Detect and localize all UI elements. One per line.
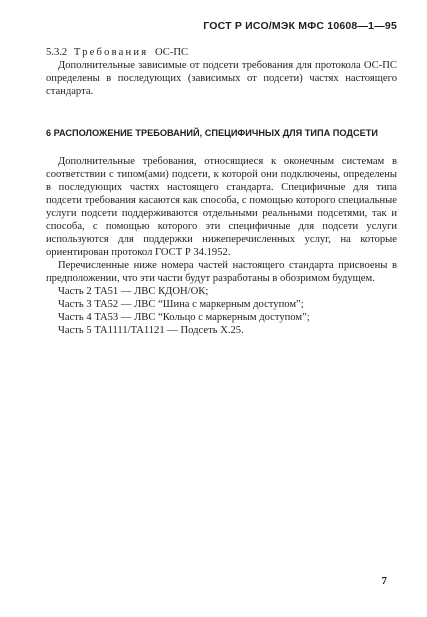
subsection-5-3-2-title [46,46,397,59]
section-6-paragraph-1: Дополнительные требования, относящиеся к оконечным системам в соответствии с типом(ами) подсети, к которой они подключены, определены в последующих частях настоящего стандарта. Специфичные для типа подсети требования касаются как способа, с помощью которого специальные услуги подсети поддерживаются отдельными реальными подсетями, так и способа, с помощью которого эти специфичные для подсети услуги используются для поддержки нижеперечисленных услуг, на которые ориентирован протокол ГОСТ Р 34.1952. [46,156,397,258]
page-number: 7 [381,575,387,587]
subsection-title: Требования [73,47,149,58]
subsection-number: 5.3.2 [46,47,68,58]
part-list-item: Часть 4 TA53 — ЛВС “Кольцо с маркерным доступом”; [58,312,310,323]
part-list-item: Часть 3 TA52 — ЛВС “Шина с маркерным доступом”; [58,299,304,310]
subsection-title-tail: ОС-ПС [155,47,189,58]
document-header: ГОСТ Р ИСО/МЭК МФС 10608—1—95 [203,20,397,32]
page-content [46,46,397,337]
part-list-item: Часть 5 TA1111/TA1121 — Подсеть X.25. [58,325,244,336]
part-list-item: Часть 2 TA51 — ЛВС КДОН/ОК; [58,286,209,297]
subsection-5-3-2-text: Дополнительные зависимые от подсети требования для протокола ОС-ПС определены в последующих (зависимых от подсети) частях настоящего стандарта. [46,60,397,97]
section-6-heading: 6 РАСПОЛОЖЕНИЕ ТРЕБОВАНИЙ, СПЕЦИФИЧНЫХ ДЛЯ ТИПА ПОДСЕТИ [46,128,378,138]
section-6-paragraph-2: Перечисленные ниже номера частей настоящего стандарта присвоены в предположении, что эти части будут разработаны в обозримом будущем. [46,260,397,284]
